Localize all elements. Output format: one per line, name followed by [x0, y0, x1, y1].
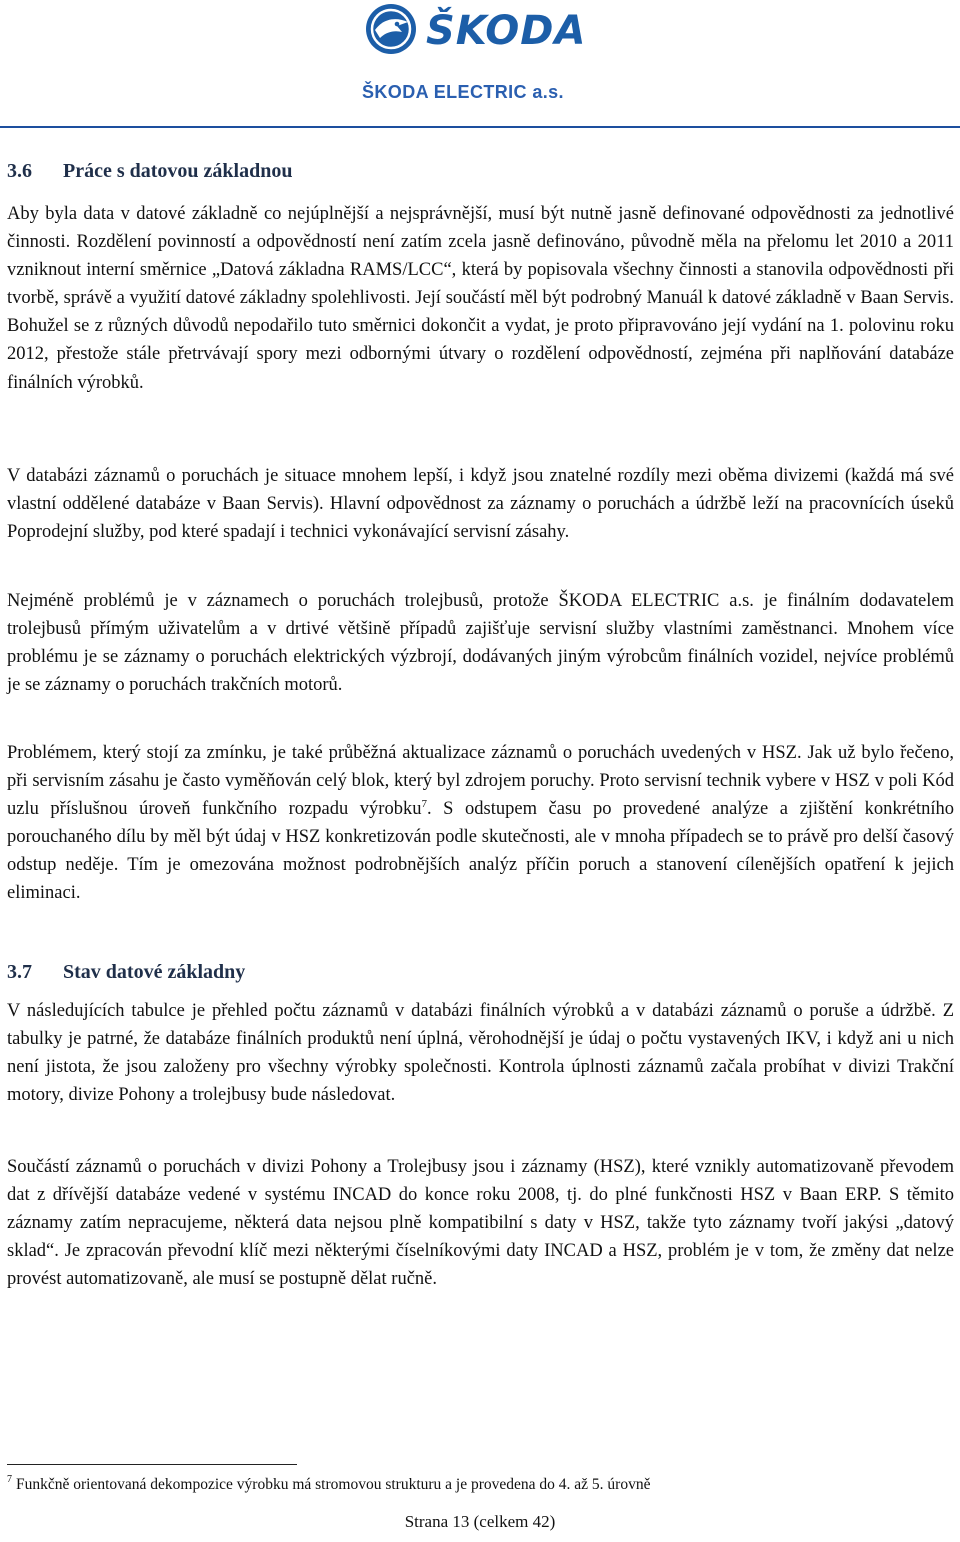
section-title: Práce s datovou základnou: [63, 160, 293, 182]
page-number: Strana 13 (celkem 42): [404, 1512, 556, 1531]
footnote-reference[interactable]: 7: [421, 798, 427, 811]
company-name: ŠKODA ELECTRIC a.s.: [362, 82, 564, 102]
paragraph-text: . S odstupem času po provedené analýze a zjištění konkrétního porouchaného dílu by měl být údaj v HSZ konkretizován podle skutečnosti, ale v mnoha případech se to právě pro delší časový odstup neděje. Tím je omezována možnost podrobnějších analýz příčin poruch a stanovení cílenějších opatření k jejich eliminaci.: [7, 799, 954, 904]
section-heading-3-7: [7, 961, 245, 984]
paragraph: Součástí záznamů o poruchách v divizi Pohony a Trolejbusy jsou i záznamy (HSZ), které vznikly automatizovaně převodem dat z dřívější databáze vedené v systému INCAD do konce roku 2008, tj. do plné funkčnosti HSZ v Baan ERP. S těmito záznamy zatím nepracujeme, některá data nejsou plně kompatibilní s daty v HSZ, takže tyto záznamy tvoří jakýsi „datový sklad“. Je zpracován převodní klíč mezi některými číselníkovými daty INCAD a HSZ, problém je v tom, že změny dat nelze provést automatizovaně, ale musí se postupně dělat ručně.: [7, 1157, 954, 1290]
header-logo: [362, 0, 602, 110]
footnote: [7, 1476, 650, 1494]
section-number: 3.7: [7, 961, 32, 983]
paragraph: Nejméně problémů je v záznamech o poruchách trolejbusů, protože ŠKODA ELECTRIC a.s. je finálním dodavatelem trolejbusů přímým uživatelům a v drtivé většině případů zajišťuje servisní služby vlastními zaměstnanci. Mnohem více problému je se záznamy o poruchách elektrických výzbrojí, dodávaných jiným výrobcům finálních vozidel, nejvíce problémů je se záznamy o poruchách trakčních motorů.: [7, 591, 954, 696]
section-number: 3.6: [7, 160, 32, 182]
section-heading-3-6: [7, 160, 292, 183]
paragraph-with-footnote: [7, 739, 954, 908]
section-title: Stav datové základny: [63, 961, 246, 983]
paragraph-text: Problémem, který stojí za zmínku, je také průběžná aktualizace záznamů o poruchách uvedených v HSZ. Jak už bylo řečeno, při servisním zásahu je často vyměňován celý blok, který byl zdrojem poruchy. Proto servisní technik vybere v HSZ v poli Kód uzlu příslušnou úroveň funkčního rozpadu výrobku: [7, 743, 954, 820]
footnote-text: Funkčně orientovaná dekompozice výrobku má stromovou strukturu a je provedena do 4. až 5. úrovně: [16, 1476, 651, 1493]
skoda-winged-arrow-icon: [364, 2, 418, 56]
header-rule: [0, 126, 960, 128]
paragraph: V následujících tabulce je přehled počtu záznamů v databázi finálních výrobků a v databázi záznamů o poruše a údržbě. Z tabulky je patrné, že databáze finálních produktů není úplná, věrohodnější je údaj o počtu vystavených IKV, i když ani u nich není jistota, že jsou založeny pro všechny výrobky společnosti. Kontrola úplnosti záznamů začala probíhat v divizi Trakční motory, divize Pohony a trolejbusy bude následovat.: [7, 1001, 954, 1106]
footnote-marker: 7: [7, 1474, 12, 1485]
paragraph: V databázi záznamů o poruchách je situace mnohem lepší, i když jsou znatelné rozdíly mezi oběma divizemi (každá má své vlastní oddělené databáze v Baan Servis). Hlavní odpovědnost za záznamy o poruchách a údržbě leží na pracovnících úseků Poprodejní služby, pod které spadají i technici vykonávající servisní zásahy.: [7, 466, 954, 543]
brand-wordmark: ŠKODA: [426, 8, 587, 54]
footnote-divider: [7, 1464, 297, 1465]
paragraph: Aby byla data v datové základně co nejúplnější a nejsprávnější, musí být nutně jasně definované odpovědnosti za jednotlivé činnosti. Rozdělení povinností a odpovědností není zatím zcela jasně definováno, původně měla na přelomu let 2010 a 2011 vzniknout interní směrnice „Datová základna RAMS/LCC“, která by popisovala všechny činnosti a stanovila odpovědnosti při tvorbě, správě a využití datové základny spolehlivosti. Její součástí měl být podrobný Manuál k datové základně v Baan Servis. Bohužel se z různých důvodů nepodařilo tuto směrnici dokončit a vydat, je proto připravováno její vydání na 1. polovinu roku 2012, přestože stále přetrvávají spory mezi odbornými útvary o rozdělení odpovědností, zejména při naplňování databáze finálních výrobků.: [7, 204, 954, 393]
